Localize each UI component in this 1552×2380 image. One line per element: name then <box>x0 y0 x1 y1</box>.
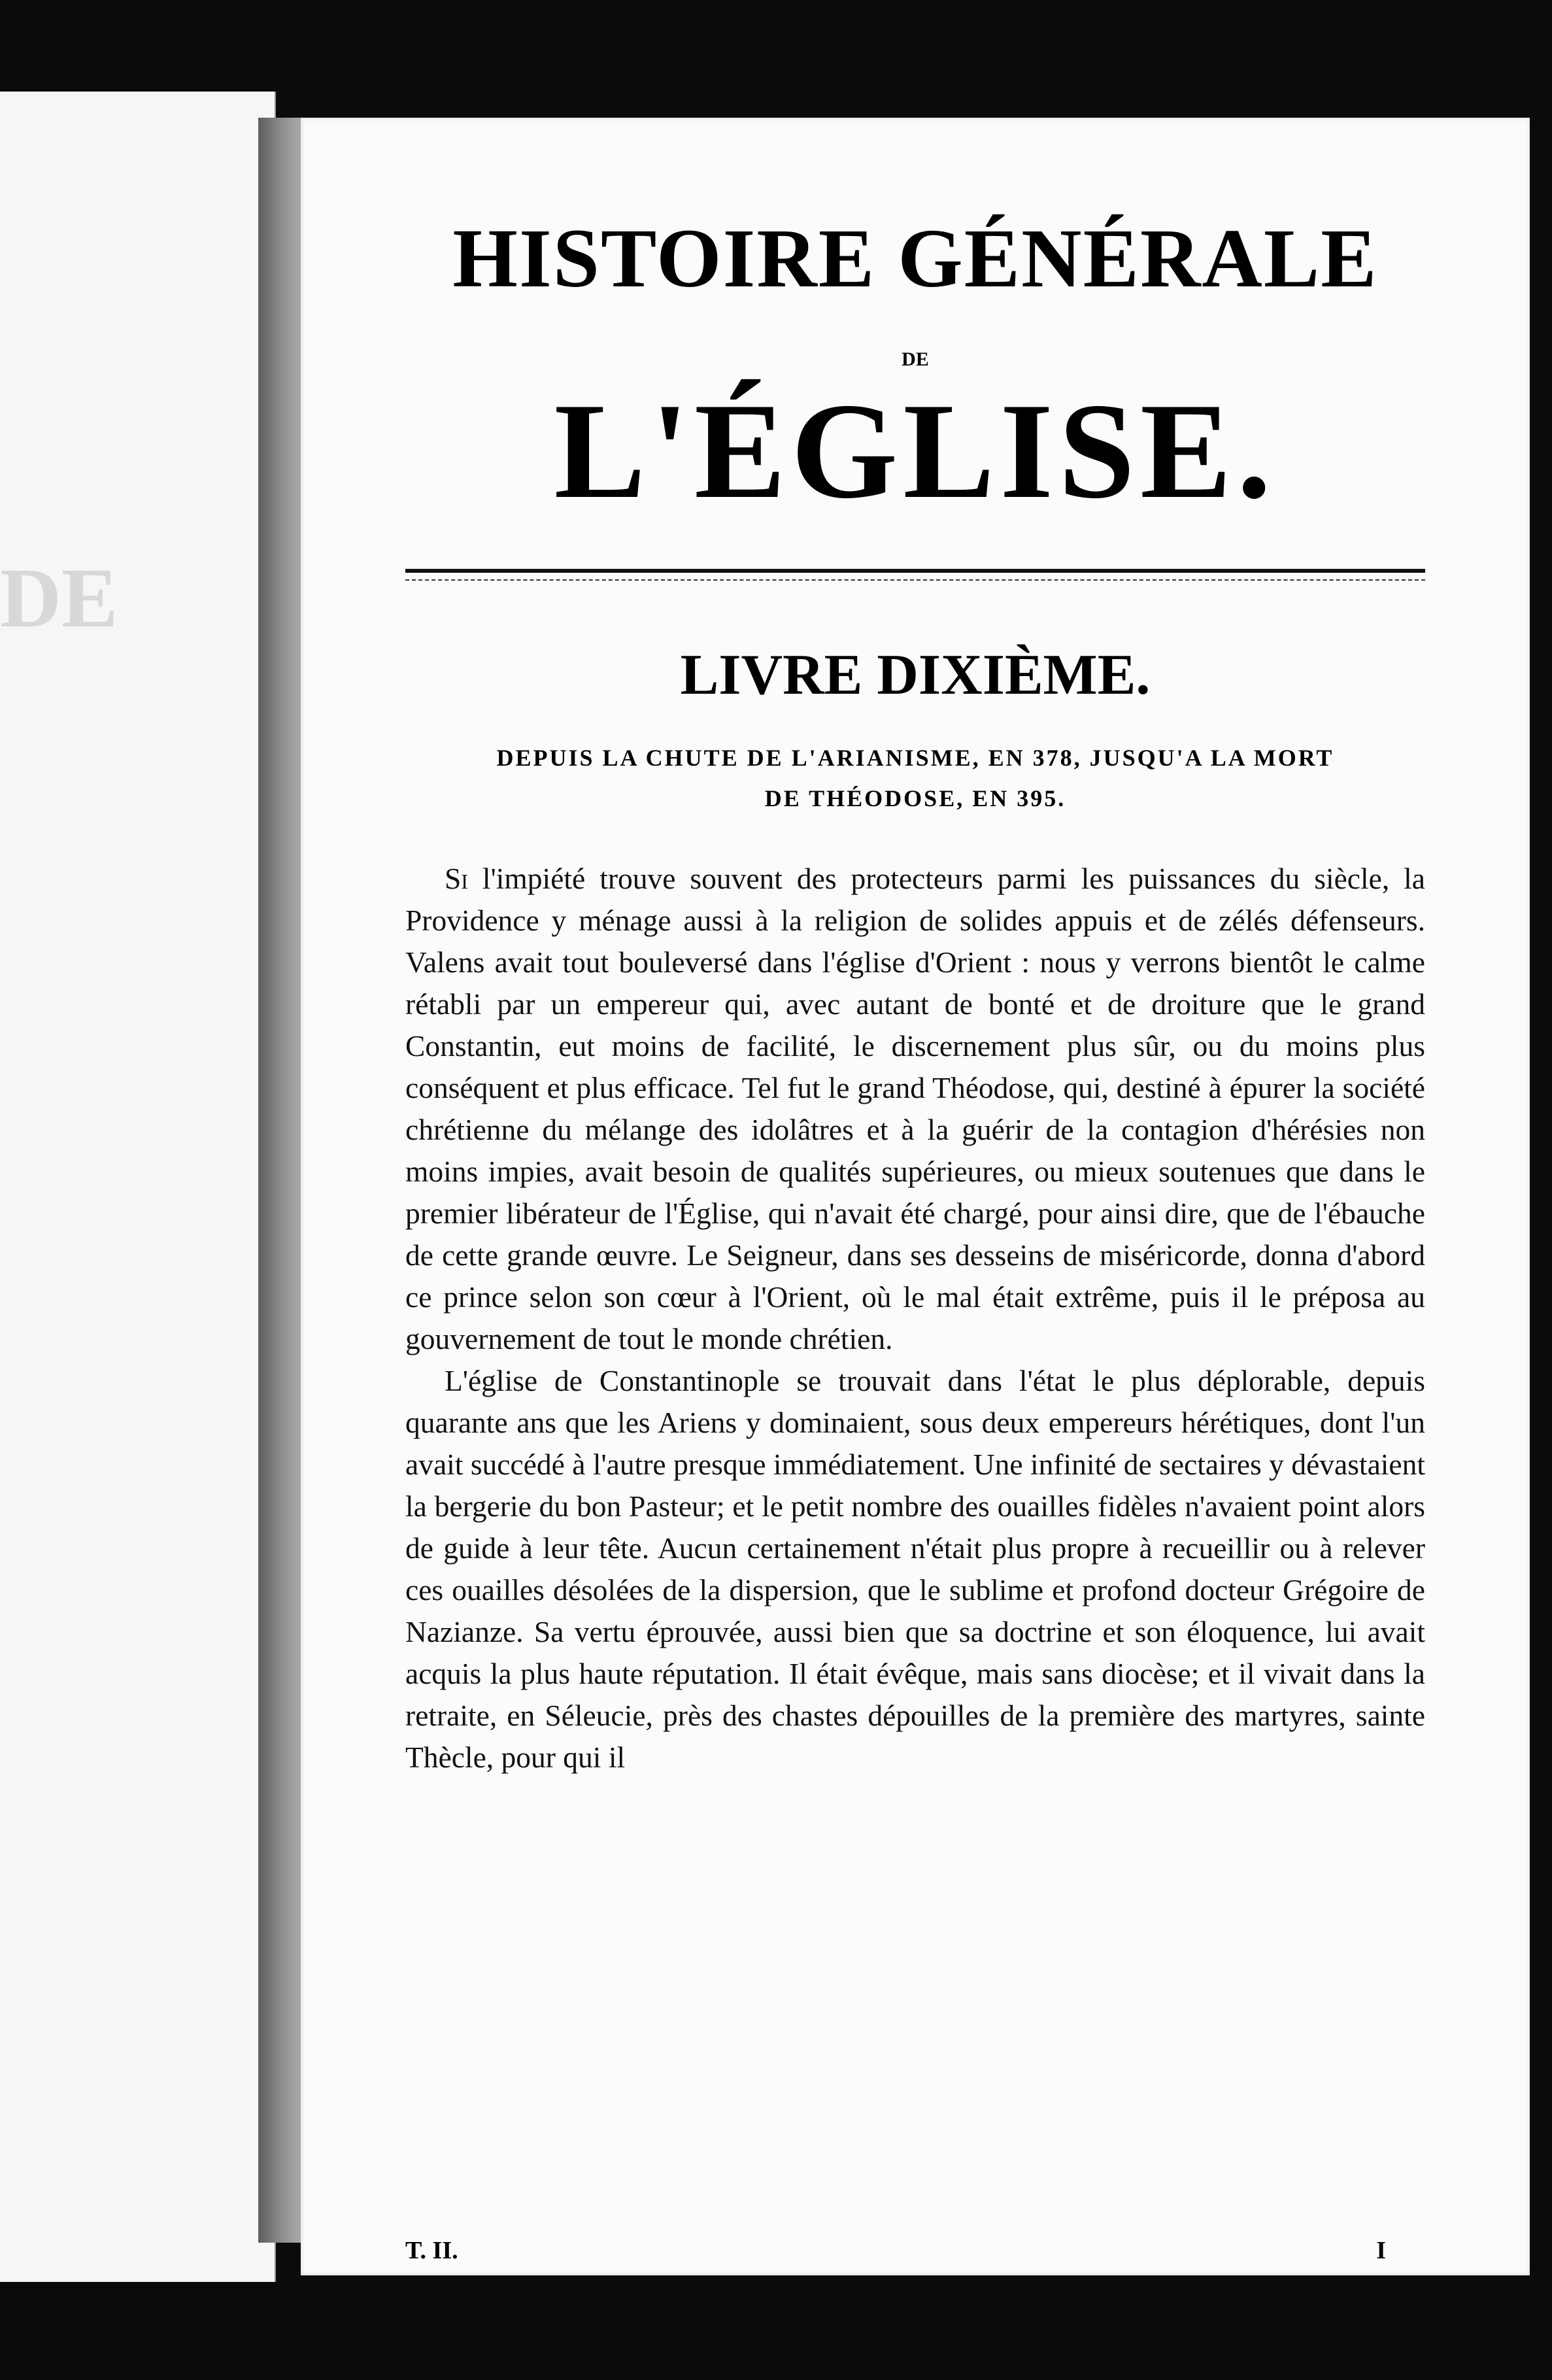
book-title: LIVRE DIXIÈME. <box>680 643 1151 707</box>
left-page <box>0 92 276 2282</box>
left-page-ghost-text: DE <box>0 551 118 645</box>
chapter-subtitle <box>405 738 1425 819</box>
paragraph-2: L'église de Constantinople se trouvait dans l'état le plus déplorable, depuis quarante ans que les Ariens y dominaient, sous deux empereurs hérétiques, dont l'un avait succédé à l'autre presque immédiatement. Une infinité de sectaires y dévastaient la bergerie du bon Pasteur; et le petit nombre des ouailles fidèles n'avaient point alors de guide à leur tête. Aucun certainement n'était plus propre à recueillir ou à relever ces ouailles désolées de la dispersion, que le sublime et profond docteur Grégoire de Nazianze. Sa vertu éprouvée, aussi bien que sa doctrine et son éloquence, lui avait acquis la plus haute réputation. Il était évêque, mais sans diocèse; et il vivait dans la retraite, en Séleucie, près des chastes dépouilles de la première des martyres, sainte Thècle, pour qui il <box>405 1364 1425 1774</box>
paragraph-1-opening: Si <box>445 862 468 895</box>
right-page <box>301 118 1530 2275</box>
subtitle-line-1: DEPUIS LA CHUTE DE L'ARIANISME, EN 378, JUSQU'A LA MORT <box>496 745 1334 771</box>
main-title: HISTOIRE GÉNÉRALE <box>452 212 1378 305</box>
paragraph-1 <box>405 858 1425 1360</box>
page-number: I <box>1376 2237 1386 2264</box>
page-content <box>405 209 1425 1778</box>
signature-mark: T. II. <box>405 2237 458 2264</box>
subtitle-line-2: DE THÉODOSE, EN 395. <box>764 785 1066 811</box>
title-subject: L'ÉGLISE. <box>554 375 1277 527</box>
ornamental-rule <box>405 569 1425 581</box>
title-connector: DE <box>902 348 929 370</box>
body-text <box>405 858 1425 1778</box>
paragraph-1-text: l'impiété trouve souvent des protecteurs parmi les puissances du siècle, la Providence y ménage aussi à la religion de solides appuis et de zélés défenseurs. Valens avait tout bouleversé dans l'église d'Orient : nous y verrons bientôt le calme rétabli par un empereur qui, avec autant de bonté et de droiture que le grand Constantin, eut moins de facilité, le discernement plus sûr, ou du moins plus conséquent et plus efficace. Tel fut le grand Théodose, qui, destiné à épurer la société chrétienne du mélange des idolâtres et à la guérir de la contagion d'hérésies non moins impies, avait besoin de qualités supérieures, ou mieux soutenues que dans le premier libérateur de l'Église, qui n'avait été chargé, pour ainsi dire, que de l'ébauche de cette grande œuvre. Le Seigneur, dans ses desseins de miséricorde, donna d'abord ce prince selon son cœur à l'Orient, où le mal était extrême, puis il le préposa au gouvernement de tout le monde chrétien. <box>405 862 1425 1355</box>
